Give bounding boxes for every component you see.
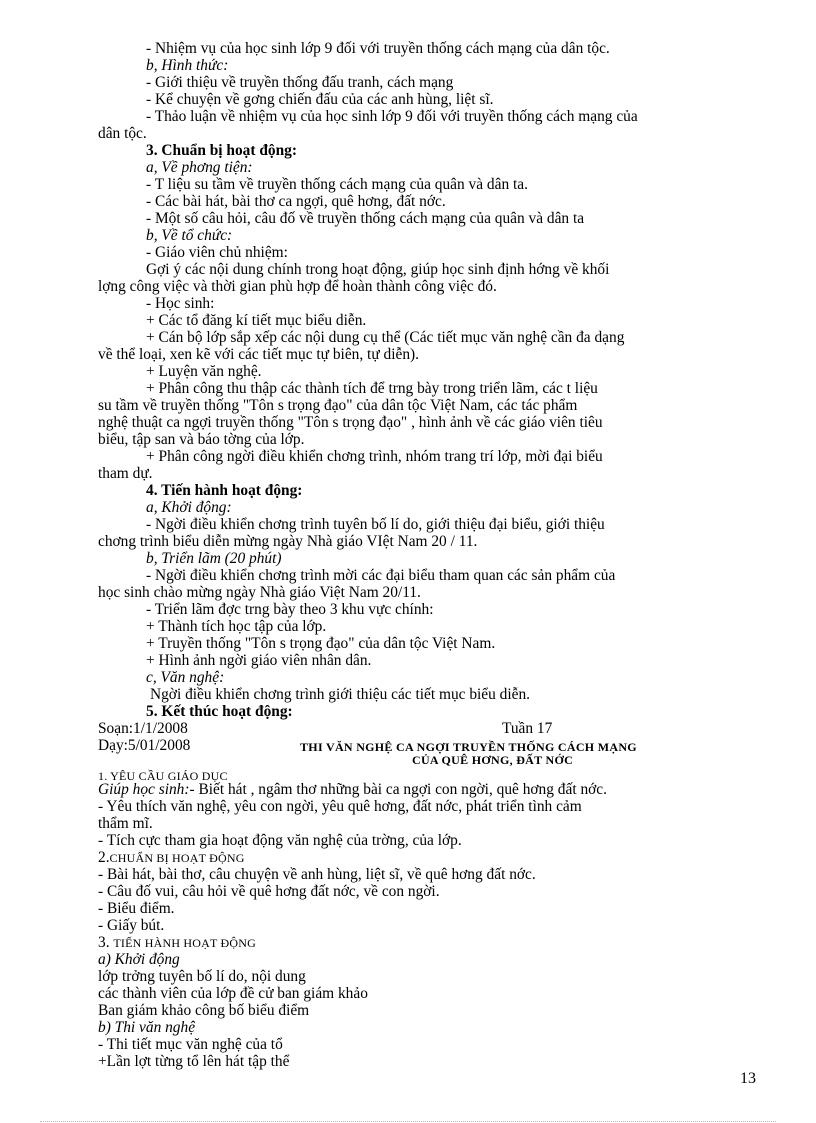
text-line: - Thi tiết mục văn nghệ của tổ [98, 1036, 283, 1053]
page-number: 13 [740, 1070, 756, 1087]
text-span: Biết hát , ngâm thơ những bài ca ngợi con ngời, quê hơng đất nớc. [194, 781, 607, 798]
text-line: lớp trởng tuyên bố lí do, nội dung [98, 968, 306, 985]
text-line: - Câu đố vui, câu hỏi về quê hơng đất nớc, về con ngời. [98, 883, 440, 900]
subheading: b, Về tổ chức: [146, 227, 233, 244]
text-line: Ban giám khảo công bố biểu điểm [98, 1002, 310, 1019]
text-line: - Giấy bút. [98, 917, 165, 934]
text-span: 2. [98, 849, 110, 866]
section-heading: 4. Tiến hành hoạt động: [146, 482, 303, 499]
text-line: - Một số câu hỏi, câu đố về truyền thống cách mạng của quân và dân ta [146, 210, 585, 227]
text-line: - Thảo luận về nhiệm vụ của học sinh lớp 9 đối với truyền thống cách mạng của [146, 108, 638, 125]
subheading: a) Khởi động [98, 951, 180, 968]
text-line: nghệ thuật ca ngợi truyền thống "Tôn s trọng đạo" , hình ảnh về các giáo viên tiêu [98, 414, 603, 431]
week-label: Tuần 17 [502, 720, 553, 737]
text-line: - Triển lãm đợc trng bày theo 3 khu vực chính: [146, 601, 434, 618]
section-heading: 1. YÊU CẦU GIÁO DỤC [98, 769, 228, 783]
text-line: dân tộc. [98, 125, 147, 142]
subheading: a, Về phơng tiện: [146, 159, 253, 176]
lesson-title-line2: CỦA QUÊ HƠNG, ĐẤT NỚC [412, 753, 574, 767]
section-heading: 3. Chuẩn bị hoạt động: [146, 142, 297, 159]
text-line: su tầm về truyền thống "Tôn s trọng đạo" của dân tộc Việt Nam, các tác phẩm [98, 397, 578, 414]
teach-date: Dạy:5/01/2008 [98, 737, 191, 754]
section-heading: 5. Kết thúc hoạt động: [146, 703, 293, 720]
lesson-title: THI VĂN NGHỆ CA NGỢI TRUYỀN THỐNG CÁCH MẠNG [300, 740, 637, 754]
text-line: - Biểu điểm. [98, 900, 175, 917]
text-span: CHUẨN BỊ HOẠT ĐỘNG [109, 851, 245, 865]
text-line: - Các bài hát, bài thơ ca ngợi, quê hơng, đất nớc. [146, 193, 446, 210]
text-line: thẩm mĩ. [98, 815, 153, 832]
text-line: - Bài hát, bài thơ, câu chuyện về anh hùng, liệt sĩ, về quê hơng đất nớc. [98, 866, 536, 883]
subheading: b) Thi văn nghệ [98, 1019, 196, 1036]
text-line: lợng công việc và thời gian phù hợp để hoàn thành công việc đó. [98, 278, 497, 295]
text-line [98, 781, 607, 798]
text-line: - Giáo viên chủ nhiệm: [146, 244, 288, 261]
text-line: về thể loại, xen kẽ với các tiết mục tự biên, tự diễn). [98, 346, 419, 363]
subheading: b, Triển lãm (20 phút) [146, 550, 282, 567]
text-span: Giúp học sinh:- [98, 781, 195, 798]
text-line: - Ngời điều khiển chơng trình mời các đại biểu tham quan các sản phẩm của [146, 567, 616, 584]
page-bottom-rule [40, 1121, 776, 1122]
text-span: TIẾN HÀNH HOẠT ĐỘNG [113, 936, 256, 950]
subheading: a, Khởi động: [146, 499, 232, 516]
section-heading [98, 849, 245, 867]
text-line: + Luyện văn nghệ. [146, 363, 262, 380]
subheading: b, Hình thức: [146, 57, 229, 74]
text-line: - Học sinh: [146, 295, 215, 312]
text-line: Ngời điều khiển chơng trình giới thiệu các tiết mục biểu diễn. [150, 686, 531, 703]
text-line: - Giới thiệu về truyền thống đấu tranh, cách mạng [146, 74, 454, 91]
text-line: - T liệu su tầm về truyền thống cách mạng của quân và dân ta. [146, 176, 528, 193]
text-line: +Lần lợt từng tổ lên hát tập thể [98, 1053, 290, 1070]
text-line: + Phân công thu thập các thành tích để trng bày trong triển lãm, các t liệu [146, 380, 598, 397]
text-line: tham dự. [98, 465, 153, 482]
text-line: chơng trình biểu diễn mừng ngày Nhà giáo VIệt Nam 20 / 11. [98, 533, 478, 550]
text-line: biểu, tập san và báo tờng của lớp. [98, 431, 305, 448]
text-line: + Cán bộ lớp sắp xếp các nội dung cụ thể (Các tiết mục văn nghệ cần đa dạng [146, 329, 625, 346]
text-line: + Các tổ đăng kí tiết mục biểu diễn. [146, 312, 367, 329]
text-line: + Phân công ngời điều khiển chơng trình, nhóm trang trí lớp, mời đại biểu [146, 448, 603, 465]
text-line: - Nhiệm vụ của học sinh lớp 9 đối với truyền thống cách mạng của dân tộc. [146, 40, 610, 57]
text-line: Gợi ý các nội dung chính trong hoạt động, giúp học sinh định hớng về khối [146, 261, 610, 278]
text-line: + Hình ảnh ngời giáo viên nhân dân. [146, 652, 372, 669]
text-line: + Thành tích học tập của lớp. [146, 618, 327, 635]
text-line: - Ngời điều khiển chơng trình tuyên bố lí do, giới thiệu đại biểu, giới thiệu [146, 516, 605, 533]
text-line: các thành viên của lớp đề cử ban giám khảo [98, 985, 368, 1002]
text-line: học sinh chào mừng ngày Nhà giáo Việt Nam 20/11. [98, 584, 421, 601]
subheading: c, Văn nghệ: [146, 669, 225, 686]
section-heading [98, 934, 256, 952]
prep-date: Soạn:1/1/2008 [98, 720, 188, 737]
text-line: - Tích cực tham gia hoạt động văn nghệ của trờng, của lớp. [98, 832, 462, 849]
text-line: - Yêu thích văn nghệ, yêu con ngời, yêu quê hơng, đất nớc, phát triển tình cảm [98, 798, 582, 815]
text-line: + Truyền thống "Tôn s trọng đạo" của dân tộc Việt Nam. [146, 635, 496, 652]
text-span: 3. [98, 934, 110, 951]
text-line: - Kể chuyện về gơng chiến đấu của các anh hùng, liệt sĩ. [146, 91, 494, 108]
